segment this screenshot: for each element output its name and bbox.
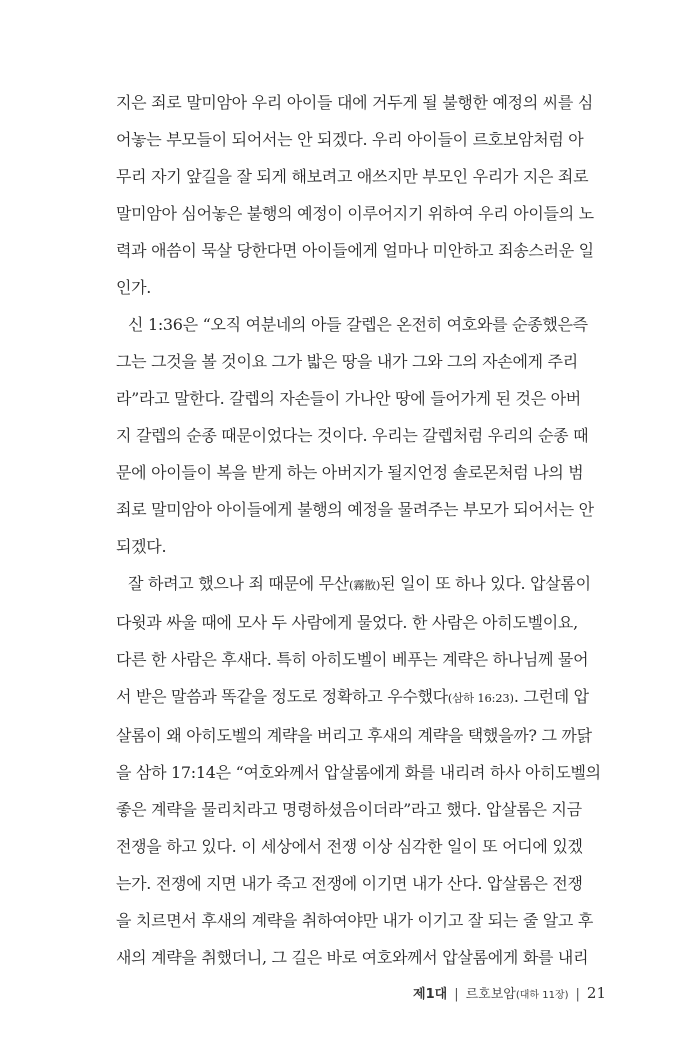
footer-separator: | (454, 987, 459, 1002)
text-line: 살롬이 왜 아히도벨의 계략을 버리고 후새의 계략을 택했을까? 그 까닭 (116, 726, 592, 745)
text-line: 지 갈렙의 순종 때문이었다는 것이다. 우리는 갈렙처럼 우리의 순종 때 (116, 426, 589, 445)
text-line: 문에 아이들이 복을 받게 하는 아버지가 될지언정 솔로몬처럼 나의 범 (116, 463, 584, 482)
chapter-title-note: (대하 11장) (515, 990, 569, 1001)
chapter-title: 르호보암 (465, 987, 516, 1002)
text-line: 죄로 말미암아 아이들에게 불행의 예정을 물려주는 부모가 되어서는 안 (116, 500, 594, 519)
hanja-annotation: (霧散) (348, 578, 381, 592)
text-line: 어놓는 부모들이 되어서는 안 되겠다. 우리 아이들이 르호보암처럼 아 (116, 130, 584, 149)
text-segment: 서 받은 말씀과 똑같을 정도로 정확하고 우수했다 (116, 687, 448, 706)
chapter-label: 제1대 (413, 987, 448, 1002)
text-line: 다윗과 싸울 때에 모사 두 사람에게 물었다. 한 사람은 아히도벨이요, (116, 613, 578, 632)
page-number: 21 (586, 984, 606, 1002)
text-line: 인가. (116, 278, 152, 297)
paragraph-1 (116, 84, 612, 306)
text-segment: 잘 하려고 했으나 죄 때문에 무산 (128, 574, 349, 593)
text-line: 전쟁을 하고 있다. 이 세상에서 전쟁 이상 심각한 일이 또 어디에 있겠 (116, 837, 583, 856)
text-segment: . 그런데 압 (513, 687, 589, 706)
text-line: 을 삼하 17:14은 “여호와께서 압살롬에게 화를 내리려 하사 아히도벨의 (116, 763, 601, 782)
footer-separator: | (575, 987, 580, 1002)
text-line (116, 678, 612, 717)
text-line: 말미암아 심어놓은 불행의 예정이 이루어지기 위하여 우리 아이들의 노 (116, 204, 594, 223)
paragraph-3 (116, 565, 612, 976)
text-line (116, 565, 612, 604)
text-line: 지은 죄로 말미암아 우리 아이들 대에 거두게 될 불행한 예정의 씨를 심 (116, 93, 594, 112)
text-line: 력과 애씀이 묵살 당한다면 아이들에게 얼마나 미안하고 죄송스러운 일 (116, 241, 594, 260)
text-line: 신 1:36은 “오직 여분네의 아들 갈렙은 온전히 여호와를 순종했은즉 (128, 315, 588, 334)
paragraph-2 (116, 306, 612, 565)
text-line: 되겠다. (116, 537, 167, 556)
text-line: 라”라고 말한다. 갈렙의 자손들이 가나안 땅에 들어가게 된 것은 아버 (116, 389, 581, 408)
text-line: 다른 한 사람은 후새다. 특히 아히도벨이 베푸는 계략은 하나님께 물어 (116, 650, 589, 669)
text-line: 무리 자기 앞길을 잘 되게 해보려고 애쓰지만 부모인 우리가 지은 죄로 (116, 167, 589, 186)
text-line: 그는 그것을 볼 것이요 그가 밟은 땅을 내가 그와 그의 자손에게 주리 (116, 352, 578, 371)
text-line: 새의 계략을 취했더니, 그 길은 바로 여호와께서 압살롬에게 화를 내리 (116, 948, 589, 967)
text-line: 을 치르면서 후새의 계략을 취하여야만 내가 이기고 잘 되는 줄 알고 후 (116, 911, 594, 930)
page-footer (413, 983, 606, 1002)
page-body (116, 84, 612, 976)
text-line: 는가. 전쟁에 지면 내가 죽고 전쟁에 이기면 내가 산다. 압살롬은 전쟁 (116, 874, 583, 893)
scripture-reference: (삼하 16:23) (447, 691, 514, 705)
text-line: 좋은 계략을 물리치라고 명령하셨음이더라”라고 했다. 압살롬은 지금 (116, 800, 582, 819)
text-segment: 된 일이 또 하나 있다. 압살롬이 (380, 574, 591, 593)
